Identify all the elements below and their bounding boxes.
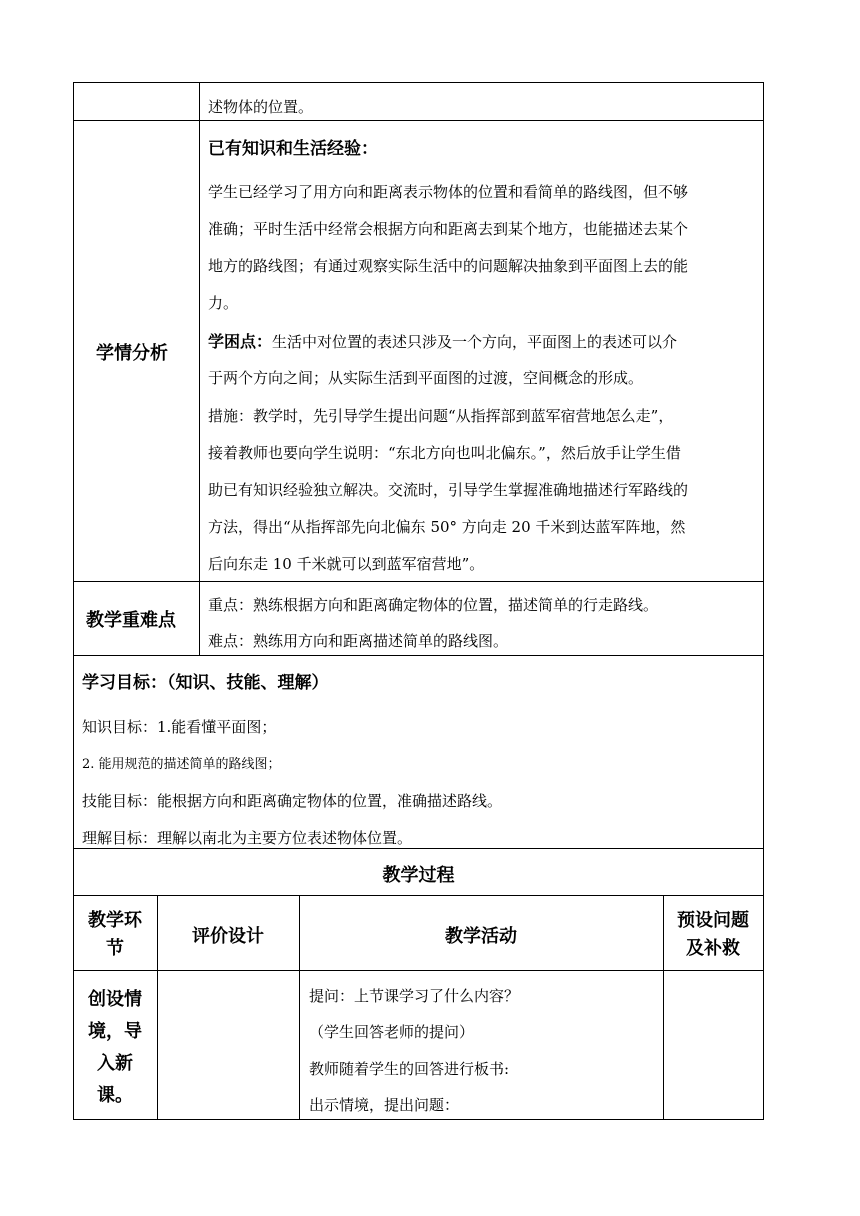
- hline-3: [73, 655, 764, 656]
- vline-upper: [199, 82, 200, 656]
- row1-activity: （学生回答老师的提问）: [309, 1023, 475, 1041]
- hline-top: [73, 82, 764, 83]
- xueqing-heading: 已有知识和生活经验：: [208, 139, 378, 159]
- kun-text: 生活中对位置的表述只涉及一个方向，平面图上的表述可以介: [272, 333, 678, 351]
- table-border-left: [73, 82, 74, 1120]
- kun-label: 学困点：: [208, 332, 273, 351]
- xueqing-para-line: 准确；平时生活中经常会根据方向和距离去到某个地方，也能描述去某个: [208, 220, 689, 238]
- zhongnan-label: 教学重难点: [86, 610, 176, 631]
- hline-bottom: [73, 1119, 764, 1120]
- xueqing-para-line: 地方的路线图；有通过观察实际生活中的问题解决抽象到平面图上去的能: [208, 257, 689, 275]
- hline-5: [73, 895, 764, 896]
- cuoshi-line: 方法，得出“从指挥部先向北偏东 50° 方向走 20 千米到达蓝军阵地，然: [208, 518, 686, 536]
- row1-activity: 出示情境，提出问题：: [309, 1096, 460, 1114]
- table-border-right: [763, 82, 764, 1120]
- hline-2: [73, 581, 764, 582]
- row-top-text: 述物体的位置。: [208, 98, 314, 116]
- header-pingjia: 评价设计: [192, 926, 264, 947]
- zhong-text: 重点：熟练根据方向和距离确定物体的位置，描述简单的行走路线。: [208, 596, 659, 614]
- cuoshi-line: 后向东走 10 千米就可以到蓝军宿营地”。: [208, 555, 485, 573]
- goal-knowledge-2: 2. 能用规范的描述简单的路线图；: [82, 757, 281, 772]
- header-yushe-line: 预设问题: [677, 910, 749, 931]
- cuoshi-line: 接着教师也要向学生说明：“东北方向也叫北偏东。”，然后放手让学生借: [208, 444, 681, 462]
- hline-6: [73, 970, 764, 971]
- row1-huanjie-line: 境，导: [88, 1021, 142, 1042]
- header-huanjie-line: 节: [106, 938, 124, 959]
- header-yushe: [663, 907, 763, 963]
- row1-huanjie-line: 创设情: [88, 989, 142, 1010]
- goals-title: 学习目标：（知识、技能、理解）: [82, 673, 329, 693]
- header-huanjie: [73, 907, 157, 963]
- goal-knowledge: 知识目标：1.能看懂平面图；: [82, 718, 277, 736]
- xueqing-para-line: 学生已经学习了用方向和距离表示物体的位置和看简单的路线图，但不够: [208, 183, 689, 201]
- nan-text: 难点：熟练用方向和距离描述简单的路线图。: [208, 632, 509, 650]
- header-huanjie-line: 教学环: [88, 910, 142, 931]
- cuoshi-line: 助已有知识经验独立解决。交流时，引导学生掌握准确地描述行军路线的: [208, 481, 689, 499]
- kun-line-2: 于两个方向之间；从实际生活到平面图的过渡，空间概念的形成。: [208, 369, 644, 387]
- row1-activity: 提问：上节课学习了什么内容？: [309, 987, 520, 1005]
- xueqing-para-line: 力。: [208, 294, 239, 312]
- kun-line-1: [208, 329, 677, 352]
- row1-huanjie: [73, 984, 157, 1112]
- cuoshi-line: 措施：教学时，先引导学生提出问题“从指挥部到蓝军宿营地怎么走”，: [208, 407, 674, 425]
- header-yushe-line: 及补救: [686, 938, 740, 959]
- row1-huanjie-line: 入新: [97, 1053, 133, 1074]
- goal-skill: 技能目标：能根据方向和距离确定物体的位置，准确描述路线。: [82, 792, 503, 810]
- xueqing-label: 学情分析: [96, 343, 168, 364]
- header-huodong: 教学活动: [445, 926, 517, 947]
- process-title: 教学过程: [382, 865, 455, 886]
- hline-1: [73, 120, 764, 121]
- hline-4: [73, 848, 764, 849]
- row1-huanjie-line: 课。: [97, 1085, 133, 1106]
- row1-activity: 教师随着学生的回答进行板书:: [309, 1060, 510, 1078]
- goal-understanding: 理解目标：理解以南北为主要方位表述物体位置。: [82, 829, 413, 847]
